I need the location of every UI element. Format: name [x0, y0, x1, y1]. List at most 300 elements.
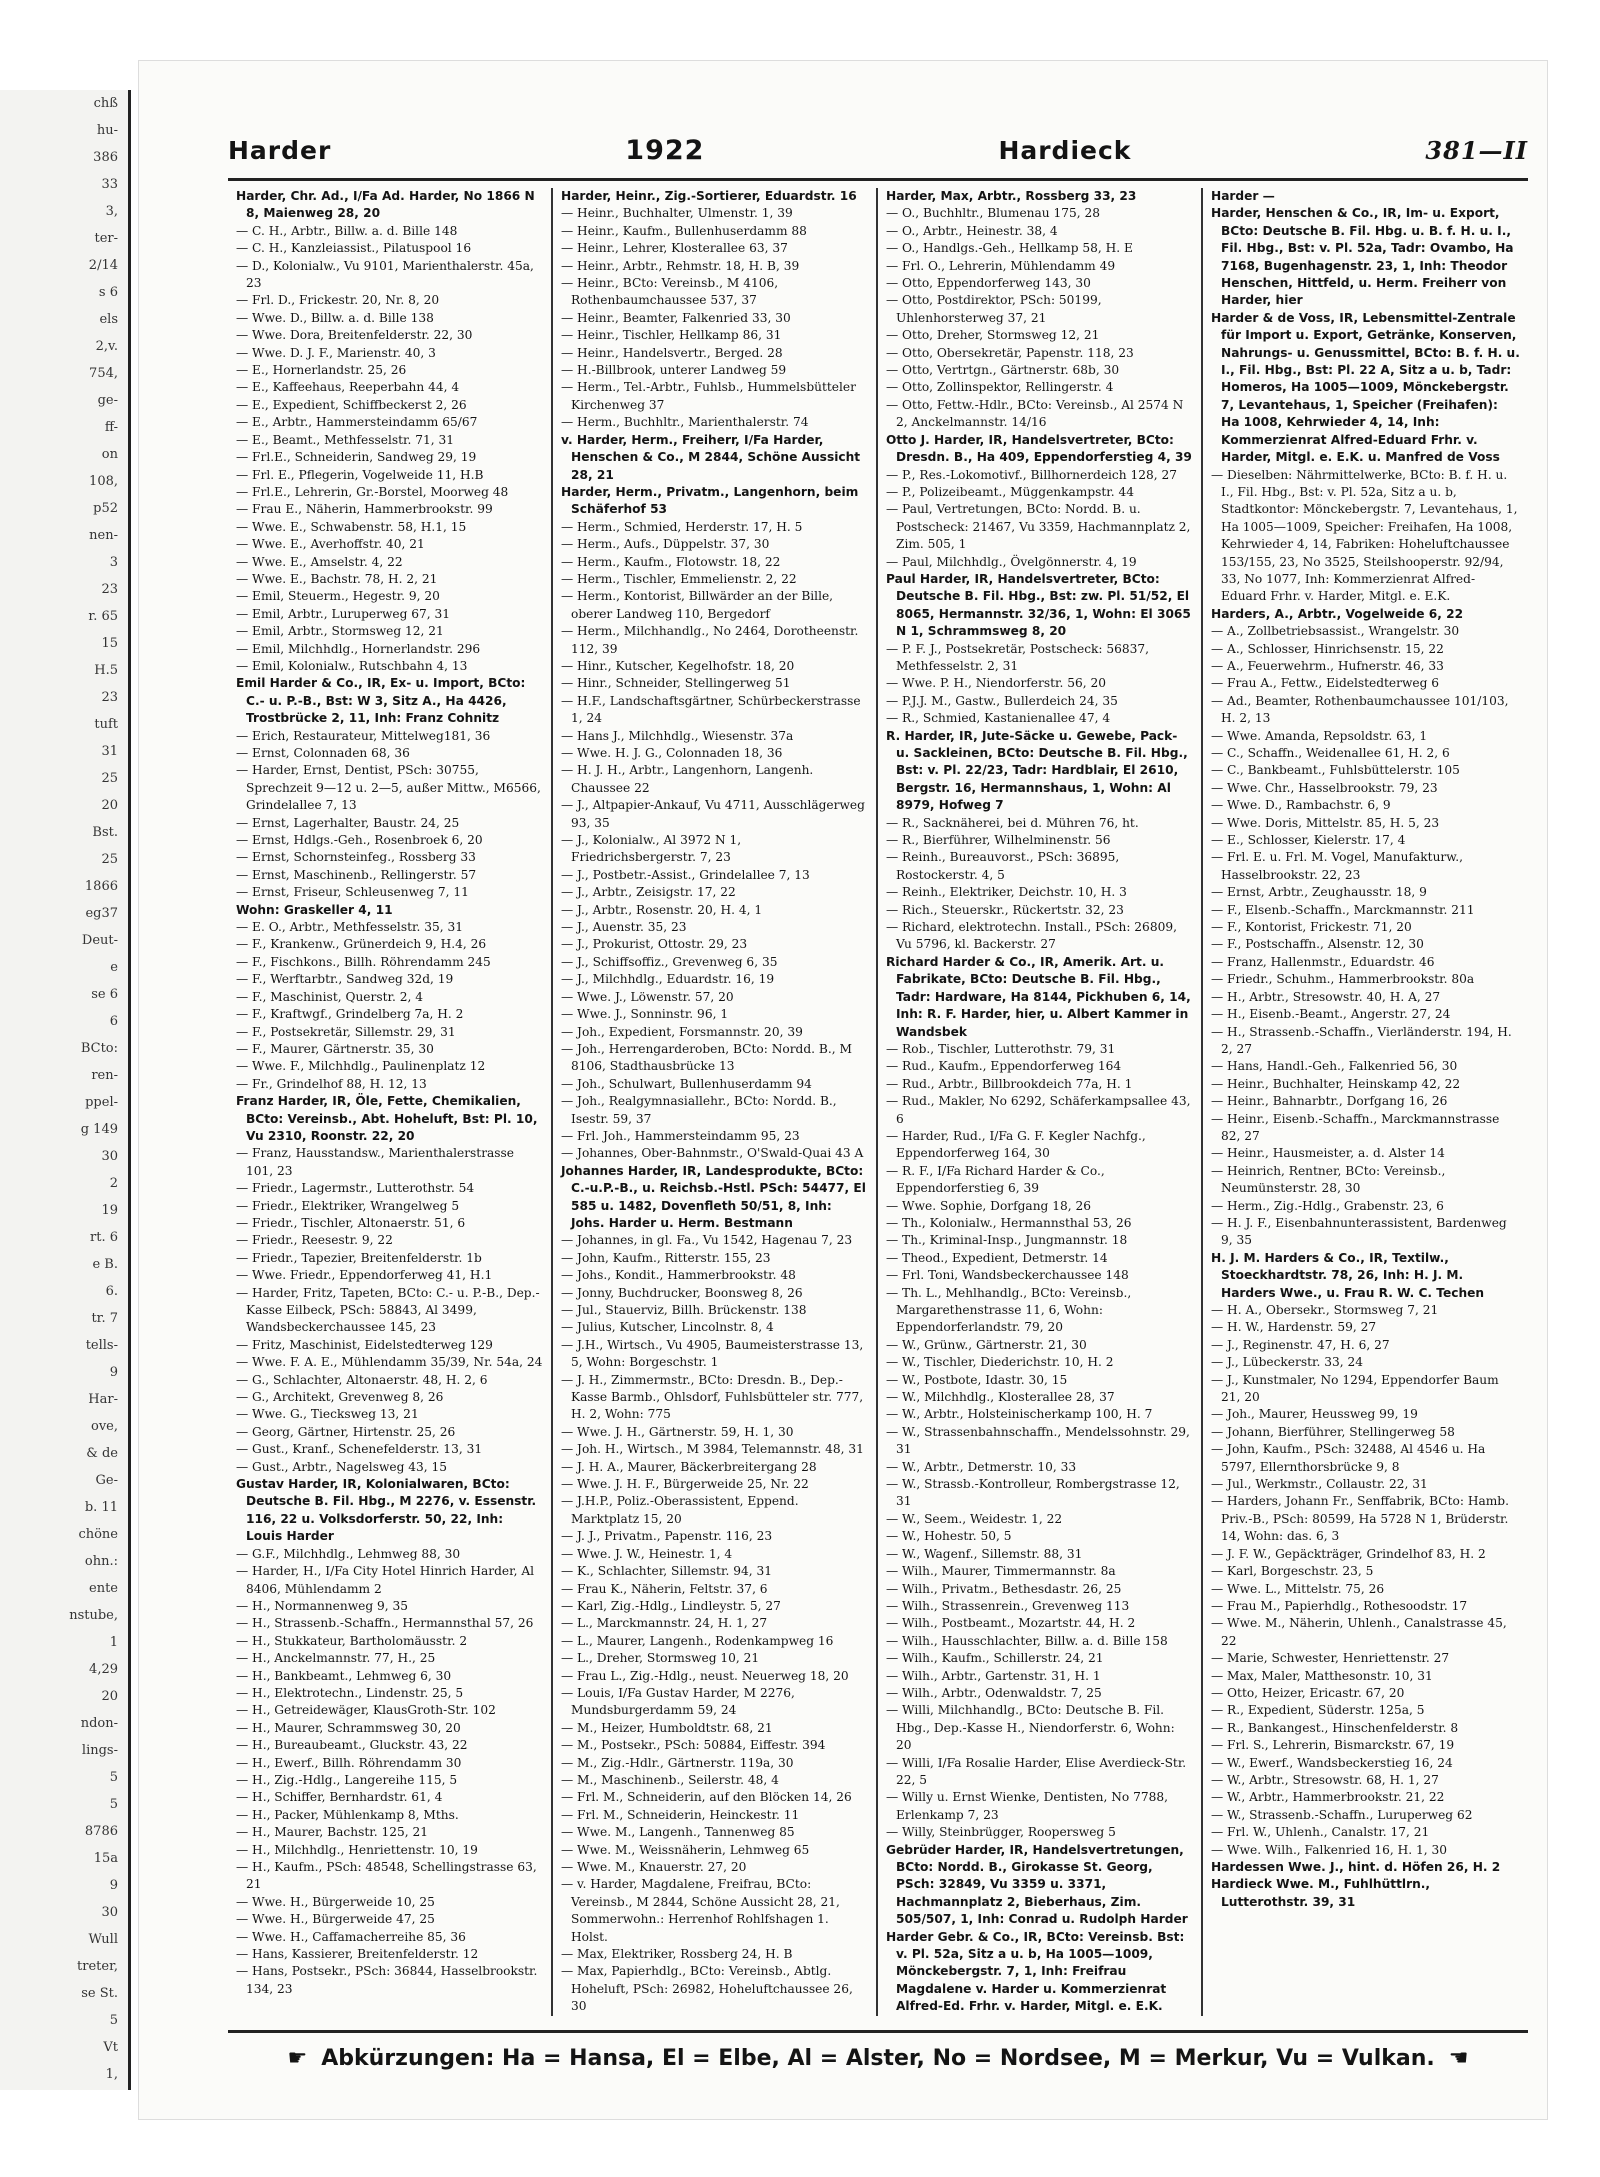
- directory-entry: — Frl. E., Pflegerin, Vogelweide 11, H.B: [236, 467, 484, 482]
- previous-page-fragment: 5: [109, 1770, 118, 1785]
- previous-page-fragment: 23: [101, 690, 118, 705]
- directory-entry: — W., Milchhdlg., Klosterallee 28, 37: [886, 1390, 1115, 1405]
- directory-entry: — H., Strassenb.-Schaffn., Vierländerstr. 194, H. 2, 27: [1211, 1024, 1512, 1056]
- directory-entry: — H. A., Obersekr., Stormsweg 7, 21: [1211, 1303, 1439, 1317]
- directory-entry: — Max, Papierhdlg., BCto: Vereinsb., Abtlg. Hoheluft, PSch: 26982, Hoheluftchaussee 26, 30: [561, 1964, 853, 2014]
- directory-entry: — W., Arbtr., Stresowstr. 68, H. 1, 27: [1211, 1772, 1439, 1787]
- directory-entry: — Julius, Kutscher, Lincolnstr. 8, 4: [561, 1320, 774, 1335]
- directory-entry: — Otto, Obersekretär, Papenstr. 118, 23: [886, 345, 1134, 360]
- directory-entry: — Frl. D., Frickestr. 20, Nr. 8, 20: [236, 293, 440, 308]
- directory-entry: — Friedr., Elektriker, Wrangelweg 5: [236, 1198, 460, 1213]
- directory-entry: — Johann, Bierführer, Stellingerweg 58: [1211, 1424, 1455, 1439]
- previous-page-fragment: 15: [101, 636, 118, 651]
- page-header: [228, 122, 1528, 181]
- directory-entry: R. Harder, IR, Jute-Säcke u. Gewebe, Pack- u. Sackleinen, BCto: Deutsche B. Fil. Hbg., Bst: v. Pl. 22/23, Tadr: Hardblair, El 2610, Bergstr. 16, Hermannshaus, 1, Wohn: Al 8979, Hofweg 7: [886, 728, 1188, 813]
- directory-page: [138, 60, 1548, 2120]
- directory-entry: — Wwe. G., Tiecksweg 13, 21: [236, 1407, 419, 1422]
- directory-entry: — Joh., Herrengarderoben, BCto: Nordd. B., M 8106, Stadthausbrücke 13: [561, 1041, 852, 1074]
- directory-entry: — J. H. A., Maurer, Bäckerbreitergang 28: [561, 1459, 817, 1474]
- directory-entry: — Friedr., Reesestr. 9, 22: [236, 1233, 393, 1248]
- directory-entry: — Wilh., Privatm., Bethesdastr. 26, 25: [886, 1581, 1122, 1596]
- previous-page-fragment: Har-: [88, 1392, 118, 1407]
- directory-entry: — Wwe. J., Sonninstr. 96, 1: [561, 1007, 729, 1022]
- previous-page-fragment: 23: [101, 582, 118, 597]
- directory-entry: — W., Ewerf., Wandsbeckerstieg 16, 24: [1211, 1755, 1453, 1770]
- directory-entry: — R. F., I/Fa Richard Harder & Co., Eppendorferstieg 6, 39: [886, 1163, 1105, 1196]
- previous-page-fragment: ge-: [97, 393, 118, 408]
- directory-entry: — Otto, Eppendorferweg 143, 30: [886, 276, 1091, 291]
- directory-entry: — Heinr., Tischler, Hellkamp 86, 31: [561, 328, 782, 343]
- previous-page-fragment: ente: [89, 1581, 118, 1596]
- directory-entry: — F., Elsenb.-Schaffn., Marckmannstr. 211: [1211, 902, 1475, 917]
- directory-entry: Harder, Herm., Privatm., Langenhorn, beim Schäferhof 53: [561, 484, 859, 517]
- directory-entry: — Harder, Rud., I/Fa G. F. Kegler Nachfg., Eppendorferweg 164, 30: [886, 1128, 1146, 1161]
- directory-entry: — Rud., Arbtr., Billbrookdeich 77a, H. 1: [886, 1076, 1133, 1091]
- directory-entry: — F., Kontorist, Frickestr. 71, 20: [1211, 920, 1412, 935]
- directory-entry: Gebrüder Harder, IR, Handelsvertretungen, BCto: Nordd. B., Girokasse St. Georg, PSch: 32849, Vu 3359 u. 3371, Hachmannplatz 2, Bieberhaus, Zim. 505/507, 1, Inh: Conrad u. Rudolph Harder: [886, 1842, 1188, 1927]
- directory-entry: — Wwe. H., Bürgerweide 47, 25: [236, 1912, 435, 1927]
- previous-page-fragment: 4,29: [89, 1662, 118, 1677]
- directory-entry: — O., Handlgs.-Geh., Hellkamp 58, H. E: [886, 241, 1133, 256]
- directory-entry: — H., Elektrotechn., Lindenstr. 25, 5: [236, 1685, 464, 1700]
- directory-entry: — Rich., Steuerskr., Rückertstr. 32, 23: [886, 902, 1124, 917]
- header-year: 1922: [625, 134, 705, 166]
- directory-entry: — L., Maurer, Langenh., Rodenkampweg 16: [561, 1633, 834, 1648]
- directory-entry: — Wwe. E., Averhoffstr. 40, 21: [236, 537, 425, 552]
- directory-entry: — Joh., Maurer, Heussweg 99, 19: [1211, 1407, 1418, 1422]
- directory-entry: — Heinr., BCto: Vereinsb., M 4106, Rothenbaumchaussee 537, 37: [561, 276, 779, 308]
- directory-entry: — Wwe. M., Knauerstr. 27, 20: [561, 1860, 747, 1874]
- directory-entry: — W., Grünw., Gärtnerstr. 21, 30: [886, 1337, 1087, 1352]
- directory-entry: v. Harder, Herm., Freiherr, I/Fa Harder, Henschen & Co., M 2844, Schöne Aussicht 28, 21: [561, 432, 861, 482]
- directory-entry: — Herm., Kaufm., Flotowstr. 18, 22: [561, 554, 781, 569]
- previous-page-fragment: 2/14: [88, 258, 118, 273]
- directory-entry: — Herm., Buchhltr., Marienthalerstr. 74: [561, 415, 809, 430]
- directory-entry: — Wwe. Amanda, Repsoldstr. 63, 1: [1211, 728, 1428, 743]
- directory-entry: — W., Postbote, Idastr. 30, 15: [886, 1372, 1068, 1387]
- directory-entry: — J., Milchhdlg., Eduardstr. 16, 19: [561, 972, 775, 987]
- previous-page-fragment: 20: [101, 798, 118, 813]
- directory-entry: — Frl. Joh., Hammersteindamm 95, 23: [561, 1128, 800, 1143]
- directory-entry: — Frl. O., Lehrerin, Mühlendamm 49: [886, 258, 1116, 273]
- directory-entry: — Paul, Milchhdlg., Övelgönnerstr. 4, 19: [886, 554, 1137, 569]
- directory-entry: — Wwe. H., Caffamacherreihe 85, 36: [236, 1929, 466, 1944]
- directory-entry: — John, Kaufm., Ritterstr. 155, 23: [561, 1250, 771, 1265]
- directory-entry: Franz Harder, IR, Öle, Fette, Chemikalien, BCto: Vereinsb., Abt. Hoheluft, Bst: Pl. 10, Vu 2310, Roonstr. 22, 20: [236, 1094, 538, 1143]
- directory-entry: — Wwe. J. H., Gärtnerstr. 59, H. 1, 30: [561, 1424, 794, 1439]
- directory-entry: — R., Expedient, Süderstr. 125a, 5: [1211, 1703, 1425, 1718]
- previous-page-fragment: BCto:: [80, 1041, 118, 1056]
- directory-entry: — Harders, Johann Fr., Senffabrik, BCto: Hamb. Priv.-B., PSch: 80599, Ha 5728 N 1, Brüderstr. 14, Wohn: das. 6, 3: [1211, 1494, 1509, 1544]
- previous-page-fragment: & de: [86, 1446, 118, 1461]
- directory-entry: — O., Arbtr., Heinestr. 38, 4: [886, 223, 1058, 238]
- directory-entry: — Theod., Expedient, Detmerstr. 14: [886, 1250, 1108, 1265]
- previous-page-fragment: 30: [101, 1905, 118, 1920]
- directory-entry: — Marie, Schwester, Henriettenstr. 27: [1211, 1651, 1450, 1666]
- previous-page-fragment: r. 65: [88, 609, 118, 624]
- directory-entry: — H., Milchhdlg., Henriettenstr. 10, 19: [236, 1842, 478, 1857]
- previous-page-fragment: Deut-: [81, 933, 118, 948]
- directory-entry: — Johannes, in gl. Fa., Vu 1542, Hagenau 7, 23: [561, 1233, 853, 1248]
- directory-entry: — R., Bierführer, Wilhelminenstr. 56: [886, 833, 1111, 848]
- directory-entry: Harder, Henschen & Co., IR, Im- u. Export, BCto: Deutsche B. Fil. Hbg. u. B. f. H. u. I., Fil. Hbg., Bst: v. Pl. 52a, Tadr: Ovambo, Ha 7168, Bugenhagenstr. 23, 1, Inh: Theodor Henschen, Hittfeld, u. Herm. Freiherr von Harder, hier: [1211, 206, 1514, 308]
- directory-entry: — Gust., Arbtr., Nagelsweg 43, 15: [236, 1459, 448, 1474]
- directory-entry: — W., Tischler, Diederichstr. 10, H. 2: [886, 1355, 1114, 1370]
- directory-entry: — Georg, Gärtner, Hirtenstr. 25, 26: [236, 1424, 456, 1439]
- directory-entry: — E., Beamt., Methfesselstr. 71, 31: [236, 432, 455, 447]
- directory-entry: — Herm., Tel.-Arbtr., Fuhlsb., Hummelsbütteler Kirchenweg 37: [561, 380, 856, 412]
- directory-entry: — v. Harder, Magdalene, Freifrau, BCto: Vereinsb., M 2844, Schöne Aussicht 28, 21, Sommerwohn.: Herrenhof Rohlfshagen 1. Holst.: [561, 1877, 840, 1944]
- directory-entry: — F., Fischkons., Billh. Röhrendamm 245: [236, 954, 491, 969]
- directory-entry: — Franz, Hausstandsw., Marienthalerstrasse 101, 23: [236, 1146, 515, 1178]
- directory-entry: — Wwe. J. W., Heinestr. 1, 4: [561, 1546, 733, 1561]
- directory-entry: — Ernst, Friseur, Schleusenweg 7, 11: [236, 885, 469, 900]
- directory-entry: — W., Wagenf., Sillemstr. 88, 31: [886, 1546, 1083, 1561]
- directory-entry: — W., Arbtr., Detmerstr. 10, 33: [886, 1459, 1077, 1474]
- column-3: [878, 188, 1203, 2016]
- directory-entry: — H., Bankbeamt., Lehmweg 6, 30: [236, 1668, 452, 1683]
- directory-entry: — John, Kaufm., PSch: 32488, Al 4546 u. Ha 5797, Ellernthorsbrücke 9, 8: [1211, 1442, 1486, 1474]
- directory-entry: — G., Architekt, Grevenweg 8, 26: [236, 1390, 444, 1405]
- directory-entry: — Wwe. J. H. F., Bürgerweide 25, Nr. 22: [561, 1477, 809, 1492]
- page-number: 381—II: [1425, 135, 1528, 165]
- directory-entry: — Harder, Ernst, Dentist, PSch: 30755, Sprechzeit 9—12 u. 2—5, außer Mittw., M6566, Grindelallee 7, 13: [236, 763, 541, 813]
- directory-entry: — Ad., Beamter, Rothenbaumchaussee 101/103, H. 2, 13: [1211, 693, 1509, 726]
- directory-entry: — F., Krankenw., Grünerdeich 9, H.4, 26: [236, 937, 487, 952]
- directory-entry: — Hans J., Milchhdlg., Wiesenstr. 37a: [561, 728, 794, 743]
- previous-page-fragment: 1866: [84, 879, 118, 894]
- directory-entry: Hardieck Wwe. M., Fuhlhüttlrn., Lutterothstr. 39, 31: [1211, 1877, 1431, 1909]
- directory-entry: — M., Maschinenb., Seilerstr. 48, 4: [561, 1772, 779, 1787]
- directory-entry: — Wwe. M., Weissnäherin, Lehmweg 65: [561, 1842, 810, 1857]
- directory-entry: — Frl. E. u. Frl. M. Vogel, Manufakturw., Hasselbrookstr. 22, 23: [1211, 850, 1463, 882]
- directory-entry: — H. J. F., Eisenbahnunterassistent, Bardenweg 9, 35: [1211, 1215, 1507, 1248]
- directory-entry: — R., Schmied, Kastanienallee 47, 4: [886, 711, 1111, 726]
- directory-entry: — Willy, Steinbrügger, Roopersweg 5: [886, 1825, 1116, 1840]
- directory-entry: — J., Kunstmaler, No 1294, Eppendorfer Baum 21, 20: [1211, 1372, 1499, 1405]
- previous-page-fragment: 31: [101, 744, 118, 759]
- directory-entry: — Wwe. D. J. F., Marienstr. 40, 3: [236, 345, 436, 360]
- directory-entry: — Reinh., Bureauvorst., PSch: 36895, Rostockerstr. 4, 5: [886, 850, 1120, 882]
- directory-entry: — Heinr., Arbtr., Rehmstr. 18, H. B, 39: [561, 258, 800, 273]
- directory-entry: — M., Postsekr., PSch: 50884, Eiffestr. 394: [561, 1738, 826, 1753]
- directory-entry: Emil Harder & Co., IR, Ex- u. Import, BCto: C.- u. P.-B., Bst: W 3, Sitz A., Ha 4426, Trostbrücke 2, 11, Inh: Franz Cohnitz: [236, 676, 526, 726]
- directory-entry: — Wwe. E., Schwabenstr. 58, H.1, 15: [236, 519, 467, 534]
- directory-entry: — Wilh., Arbtr., Odenwaldstr. 7, 25: [886, 1685, 1102, 1700]
- directory-entry: — Wwe. L., Mittelstr. 75, 26: [1211, 1581, 1385, 1596]
- directory-entry: — R., Bankangest., Hinschenfelderstr. 8: [1211, 1720, 1459, 1735]
- directory-entry: Johannes Harder, IR, Landesprodukte, BCto: C.-u.P.-B., u. Reichsb.-Hstl. PSch: 54477, El 585 u. 1482, Dovenfleth 50/51, 8, Inh: Johs. Harder u. Herm. Bestmann: [561, 1163, 866, 1230]
- directory-entry: — Wwe. Friedr., Eppendorferweg 41, H.1: [236, 1268, 493, 1283]
- directory-entry: — J., Lübeckerstr. 33, 24: [1211, 1355, 1363, 1370]
- previous-page-fragment: ohn.:: [84, 1554, 118, 1569]
- directory-entry: — Heinrich, Rentner, BCto: Vereinsb., Neumünsterstr. 28, 30: [1211, 1163, 1446, 1196]
- directory-entry: — P. F. J., Postsekretär, Postscheck: 56837, Methfesselstr. 2, 31: [886, 641, 1150, 673]
- directory-entry: — Th., Kolonialw., Hermannsthal 53, 26: [886, 1215, 1132, 1230]
- directory-entry: — Ernst, Colonnaden 68, 36: [236, 746, 410, 760]
- directory-entry: — Frau E., Näherin, Hammerbrookstr. 99: [236, 502, 493, 517]
- directory-entry: — Wwe. M., Langenh., Tannenweg 85: [561, 1825, 795, 1840]
- previous-page-fragment: 33: [101, 177, 118, 192]
- directory-entry: — Jul., Stauerviz, Billh. Brückenstr. 138: [561, 1303, 807, 1317]
- previous-page-fragment: ren-: [91, 1068, 118, 1083]
- directory-entry: — Willi, I/Fa Rosalie Harder, Elise Averdieck-Str. 22, 5: [886, 1755, 1187, 1787]
- directory-entry: — Emil, Steuerm., Hegestr. 9, 20: [236, 589, 440, 604]
- previous-page-fragment: H.5: [94, 663, 118, 678]
- directory-entry: — H., Arbtr., Stresowstr. 40, H. A, 27: [1211, 989, 1441, 1004]
- directory-entry: — Frau L., Zig.-Hdlg., neust. Neuerweg 18, 20: [561, 1668, 849, 1683]
- directory-entry: — A., Zollbetriebsassist., Wrangelstr. 30: [1211, 624, 1460, 639]
- previous-page-fragment: 1: [109, 1635, 118, 1650]
- directory-entry: — H., Strassenb.-Schaffn., Hermannsthal 57, 26: [236, 1616, 534, 1631]
- directory-entry: — Heinr., Lehrer, Klosterallee 63, 37: [561, 241, 788, 256]
- directory-entry: — Herm., Milchhandlg., No 2464, Dorotheenstr. 112, 39: [561, 624, 859, 656]
- directory-entry: — H., Stukkateur, Bartholomäusstr. 2: [236, 1633, 468, 1648]
- directory-entry: — Karl, Zig.-Hdlg., Lindleystr. 5, 27: [561, 1598, 781, 1613]
- previous-page-fragment: Vt: [103, 2040, 118, 2055]
- directory-entry: Harder Gebr. & Co., IR, BCto: Vereinsb. Bst: v. Pl. 52a, Sitz a u. b, Ha 1005—1009, Mönckebergstr. 7, 1, Inh: Freifrau Magdalene v. Harder u. Kommerzienrat Alfred-Ed. Frhr. v. Harder, Mitgl. e. E.K.: [886, 1929, 1185, 2014]
- directory-entry: — F., Maurer, Gärtnerstr. 35, 30: [236, 1041, 434, 1056]
- abbreviations-footer: [228, 2030, 1528, 2083]
- directory-entry: — H., Eisenb.-Beamt., Angerstr. 27, 24: [1211, 1007, 1451, 1022]
- directory-entry: — Jul., Werkmstr., Collaustr. 22, 31: [1211, 1477, 1428, 1492]
- previous-page-fragment: 386: [93, 150, 118, 165]
- directory-entry: — Karl, Borgeschstr. 23, 5: [1211, 1564, 1374, 1579]
- directory-entry: — Frau A., Fettw., Eidelstedterweg 6: [1211, 676, 1440, 691]
- directory-entry: — W., Arbtr., Hammerbrookstr. 21, 22: [1211, 1790, 1445, 1805]
- directory-entry: — Heinr., Bahnarbtr., Dorfgang 16, 26: [1211, 1094, 1448, 1109]
- directory-entry: — J., Postbetr.-Assist., Grindelallee 7, 13: [561, 867, 810, 882]
- directory-entry: — Wwe. F., Milchhdlg., Paulinenplatz 12: [236, 1059, 486, 1074]
- directory-entry: — H. W., Hardenstr. 59, 27: [1211, 1320, 1377, 1335]
- directory-entry: — Heinr., Eisenb.-Schaffn., Marckmannstrasse 82, 27: [1211, 1111, 1500, 1143]
- directory-entry: — Heinr., Buchhalter, Ulmenstr. 1, 39: [561, 206, 793, 221]
- directory-entry: — Wilh., Postbeamt., Mozartstr. 44, H. 2: [886, 1616, 1136, 1631]
- directory-entry: Harder —: [1211, 189, 1275, 203]
- directory-entry: — G.F., Milchhdlg., Lehmweg 88, 30: [236, 1546, 461, 1561]
- previous-page-fragment: ff-: [104, 420, 118, 435]
- directory-entry: — Heinr., Buchhalter, Heinskamp 42, 22: [1211, 1076, 1461, 1091]
- directory-entry: — Th., Kriminal-Insp., Jungmannstr. 18: [886, 1233, 1128, 1248]
- previous-page-fragment: p52: [93, 501, 118, 516]
- directory-entry: — J. J., Privatm., Papenstr. 116, 23: [561, 1529, 773, 1544]
- directory-entry: — Frl. M., Schneiderin, Heinckestr. 11: [561, 1807, 800, 1822]
- pointing-hand-left-icon: ☛: [287, 2045, 308, 2071]
- previous-page-fragment: nen-: [89, 528, 118, 543]
- previous-page-fragment: ter-: [94, 231, 118, 246]
- previous-page-fragment: Bst.: [92, 825, 118, 840]
- directory-entry: — Willi, Milchhandlg., BCto: Deutsche B. Fil. Hbg., Dep.-Kasse H., Niendorferstr. 6, Wohn: 20: [886, 1703, 1175, 1753]
- previous-page-fragment: 108,: [89, 474, 118, 489]
- previous-page-fragment: 8786: [84, 1824, 118, 1839]
- previous-page-fragment: g 149: [80, 1122, 118, 1137]
- directory-entry: — G., Schlachter, Altonaerstr. 48, H. 2, 6: [236, 1372, 488, 1387]
- directory-entry: — H., Packer, Mühlenkamp 8, Mths.: [236, 1807, 459, 1822]
- directory-entry: — Heinr., Handelsvertr., Berged. 28: [561, 345, 783, 360]
- previous-page-fragment: tuft: [94, 717, 118, 732]
- directory-entry: — Hinr., Schneider, Stellingerweg 51: [561, 676, 791, 691]
- directory-entry: — Rob., Tischler, Lutterothstr. 79, 31: [886, 1041, 1116, 1056]
- directory-entry: — J. H., Zimmermstr., BCto: Dresdn. B., Dep.-Kasse Barmb., Ohlsdorf, Fuhlsbütteler str. 777, H. 2, Wohn: 775: [561, 1372, 864, 1422]
- directory-entry: — Friedr., Lagermstr., Lutterothstr. 54: [236, 1181, 475, 1196]
- directory-entry: Paul Harder, IR, Handelsvertreter, BCto: Deutsche B. Fil. Hbg., Bst: zw. Pl. 51/52, El 8065, Hermannstr. 32/36, 1, Wohn: El 3065 N 1, Schrammsweg 8, 20: [886, 571, 1191, 639]
- previous-page-fragment: lings-: [81, 1743, 118, 1758]
- previous-page-fragment: 15a: [93, 1851, 118, 1866]
- directory-entry: — F., Postschaffn., Alsenstr. 12, 30: [1211, 937, 1424, 952]
- directory-entry: — J.H.P., Poliz.-Oberassistent, Eppend. Marktplatz 15, 20: [561, 1494, 799, 1526]
- previous-page-fragment: tells-: [85, 1338, 118, 1353]
- directory-entry: — Harder, Fritz, Tapeten, BCto: C.- u. P.-B., Dep.-Kasse Eilbeck, PSch: 58843, Al 3499, Wandsbeckerchaussee 145, 23: [236, 1285, 540, 1335]
- previous-page-fragment: 5: [109, 1797, 118, 1812]
- directory-entry: — Herm., Kontorist, Billwärder an der Bille, oberer Landweg 110, Bergedorf: [561, 589, 834, 621]
- directory-entry: Otto J. Harder, IR, Handelsvertreter, BCto: Dresdn. B., Ha 409, Eppendorferstieg 4, 39: [886, 432, 1192, 465]
- directory-entry: — Fritz, Maschinist, Eidelstedterweg 129: [236, 1337, 493, 1352]
- directory-entry: — Johs., Kondit., Hammerbrookstr. 48: [561, 1268, 796, 1283]
- directory-entry: — Willy u. Ernst Wienke, Dentisten, No 7788, Erlenkamp 7, 23: [886, 1790, 1168, 1822]
- directory-entry: — Emil, Arbtr., Luruperweg 67, 31: [236, 606, 451, 621]
- directory-entry: — H., Getreidewäger, KlausGroth-Str. 102: [236, 1703, 496, 1718]
- directory-entry: — C. H., Kanzleiassist., Pilatuspool 16: [236, 241, 472, 256]
- directory-entry: — Frau M., Papierhdlg., Rothesoodstr. 17: [1211, 1598, 1468, 1613]
- directory-entry: — Heinr., Kaufm., Bullenhuserdamm 88: [561, 223, 807, 238]
- previous-page-fragment: 30: [101, 1149, 118, 1164]
- directory-entry: Hardessen Wwe. J., hint. d. Höfen 26, H. 2: [1211, 1860, 1501, 1874]
- header-left-name: Harder: [228, 135, 332, 165]
- directory-entry: — H. J. H., Arbtr., Langenhorn, Langenh. Chaussee 22: [561, 763, 814, 795]
- directory-entry: — Heinr., Hausmeister, a. d. Alster 14: [1211, 1146, 1445, 1161]
- previous-page-fragment: eg37: [85, 906, 118, 921]
- directory-entry: — Rud., Makler, No 6292, Schäferkampsallee 43, 6: [886, 1094, 1191, 1126]
- column-4: [1203, 188, 1528, 2016]
- directory-entry: — J., Reginenstr. 47, H. 6, 27: [1211, 1337, 1390, 1352]
- directory-entry: — Richard, elektrotechn. Install., PSch: 26809, Vu 5796, kl. Backerstr. 27: [886, 920, 1177, 952]
- previous-page-fragment: 9: [109, 1878, 118, 1893]
- directory-entry: — Ernst, Arbtr., Zeughausstr. 18, 9: [1211, 885, 1427, 900]
- directory-entry: — D., Kolonialw., Vu 9101, Marienthalerstr. 45a, 23: [236, 258, 534, 291]
- directory-entry: — E., Expedient, Schiffbeckerst 2, 26: [236, 397, 467, 412]
- directory-entry: — Franz, Hallenmstr., Eduardstr. 46: [1211, 954, 1435, 969]
- previous-page-fragment: Ge-: [95, 1473, 118, 1488]
- directory-entry: — Joh., Realgymnasiallehr., BCto: Nordd. B., Isestr. 59, 37: [561, 1094, 837, 1126]
- previous-page-fragment: 25: [101, 771, 118, 786]
- directory-entry: — Friedr., Tischler, Altonaerstr. 51, 6: [236, 1215, 466, 1230]
- column-1: [228, 188, 553, 2016]
- directory-entry: Richard Harder & Co., IR, Amerik. Art. u. Fabrikate, BCto: Deutsche B. Fil. Hbg., Tadr: Hardware, Ha 8144, Pickhuben 6, 14, Inh: R. F. Harder, hier, u. Albert Kammer in Wandsbek: [886, 954, 1191, 1039]
- previous-page-fragment: treter,: [77, 1959, 118, 1974]
- directory-entry: — Herm., Schmied, Herderstr. 17, H. 5: [561, 519, 803, 534]
- directory-entry: — J., Altpapier-Ankauf, Vu 4711, Ausschlägerweg 93, 35: [561, 798, 865, 830]
- directory-entry: — Herm., Aufs., Düppelstr. 37, 30: [561, 537, 770, 552]
- directory-entry: — F., Kraftwgf., Grindelberg 7a, H. 2: [236, 1007, 464, 1022]
- previous-page-fragment: 3: [109, 555, 118, 570]
- directory-entry: — Max, Elektriker, Rossberg 24, H. B: [561, 1947, 793, 1962]
- directory-entry: — Wwe. Dora, Breitenfelderstr. 22, 30: [236, 328, 473, 343]
- directory-entry: — Wilh., Hausschlachter, Billw. a. d. Bille 158: [886, 1633, 1168, 1648]
- directory-entry: — Wwe. Doris, Mittelstr. 85, H. 5, 23: [1211, 815, 1440, 830]
- directory-entry: — W., Arbtr., Holsteinischerkamp 100, H. 7: [886, 1407, 1153, 1422]
- previous-page-fragment: e B.: [92, 1257, 118, 1272]
- directory-entry: — A., Schlosser, Hinrichsenstr. 15, 22: [1211, 641, 1444, 656]
- directory-entry: — F., Postsekretär, Sillemstr. 29, 31: [236, 1024, 456, 1039]
- directory-columns: [228, 188, 1528, 2014]
- previous-page-edge: [0, 90, 131, 2090]
- directory-entry: — J. F. W., Gepäckträger, Grindelhof 83, H. 2: [1211, 1546, 1486, 1561]
- directory-entry: — W., Strassenb.-Schaffn., Luruperweg 62: [1211, 1807, 1473, 1822]
- directory-entry: — Max, Maler, Matthesonstr. 10, 31: [1211, 1668, 1433, 1683]
- previous-page-fragment: 9: [109, 1365, 118, 1380]
- directory-entry: — Joh. H., Wirtsch., M 3984, Telemannstr. 48, 31: [561, 1442, 864, 1457]
- directory-entry: — K., Schlachter, Sillemstr. 94, 31: [561, 1564, 772, 1579]
- directory-entry: — P., Res.-Lokomotivf., Billhornerdeich 128, 27: [886, 467, 1178, 482]
- previous-page-fragment: s 6: [98, 285, 118, 300]
- directory-entry: — Wilh., Strassenrein., Grevenweg 113: [886, 1598, 1130, 1613]
- previous-page-fragment: b. 11: [84, 1500, 118, 1515]
- directory-entry: — Wwe. M., Näherin, Uhlenh., Canalstrasse 45, 22: [1211, 1616, 1507, 1648]
- directory-entry: — F., Maschinist, Querstr. 2, 4: [236, 989, 423, 1004]
- directory-entry: — Frl. W., Uhlenh., Canalstr. 17, 21: [1211, 1825, 1430, 1840]
- directory-entry: — Wwe. E., Bachstr. 78, H. 2, 21: [236, 571, 438, 586]
- directory-entry: — J., Kolonialw., Al 3972 N 1, Friedrichsbergerstr. 7, 23: [561, 833, 742, 865]
- directory-entry: — L., Dreher, Stormsweg 10, 21: [561, 1651, 760, 1666]
- previous-page-fragment: 19: [101, 1203, 118, 1218]
- directory-entry: — Wilh., Arbtr., Gartenstr. 31, H. 1: [886, 1668, 1101, 1683]
- previous-page-fragment: 3,: [105, 204, 118, 219]
- directory-entry: — H., Normannenweg 9, 35: [236, 1598, 409, 1613]
- directory-entry: — Herm., Tischler, Emmelienstr. 2, 22: [561, 571, 797, 586]
- directory-entry: — W., Hohestr. 50, 5: [886, 1529, 1012, 1544]
- directory-entry: — E., Hornerlandstr. 25, 26: [236, 363, 407, 378]
- directory-entry: — Erich, Restaurateur, Mittelweg181, 36: [236, 728, 491, 743]
- directory-entry: — C., Bankbeamt., Fuhlsbüttelerstr. 105: [1211, 763, 1460, 778]
- directory-entry: — Frl. M., Schneiderin, auf den Blöcken 14, 26: [561, 1790, 852, 1805]
- previous-page-fragment: els: [99, 312, 118, 327]
- previous-page-fragment: 754,: [89, 366, 118, 381]
- previous-page-fragment: rt. 6: [90, 1230, 118, 1245]
- directory-entry: — Friedr., Tapezier, Breitenfelderstr. 1b: [236, 1250, 482, 1265]
- directory-entry: — Frl. Toni, Wandsbeckerchaussee 148: [886, 1268, 1129, 1283]
- directory-entry: — Hinr., Kutscher, Kegelhofstr. 18, 20: [561, 658, 795, 673]
- directory-entry: — E., Arbtr., Hammersteindamm 65/67: [236, 415, 478, 430]
- directory-entry: — Wwe. E., Amselstr. 4, 22: [236, 554, 403, 569]
- directory-entry: H. J. M. Harders & Co., IR, Textilw., Stoeckhardtstr. 78, 26, Inh: H. J. M. Harders Wwe., u. Frau R. W. C. Techen: [1211, 1250, 1485, 1300]
- directory-entry: — Paul, Vertretungen, BCto: Nordd. B. u. Postscheck: 21467, Vu 3359, Hachmannplatz 2, Zim. 505, 1: [886, 502, 1191, 552]
- directory-entry: — M., Heizer, Humboldtstr. 68, 21: [561, 1720, 773, 1735]
- directory-entry: — Otto, Zollinspektor, Rellingerstr. 4: [886, 380, 1114, 395]
- directory-entry: — J., Prokurist, Ottostr. 29, 23: [561, 937, 748, 952]
- directory-entry: — Fr., Grindelhof 88, H. 12, 13: [236, 1076, 427, 1091]
- directory-entry: — Wwe. H. J. G., Colonnaden 18, 36: [561, 746, 783, 760]
- column-2: [553, 188, 878, 2016]
- previous-page-fragment: hu-: [96, 123, 118, 138]
- previous-page-fragment: 6: [109, 1014, 118, 1029]
- directory-entry: — H., Bureaubeamt., Gluckstr. 43, 22: [236, 1738, 468, 1753]
- directory-entry: — W., Strassb.-Kontrolleur, Rombergstrasse 12, 31: [886, 1477, 1180, 1509]
- directory-entry: — A., Feuerwehrm., Hufnerstr. 46, 33: [1211, 658, 1444, 673]
- previous-page-fragment: nstube,: [69, 1608, 118, 1623]
- directory-entry: Harder, Heinr., Zig.-Sortierer, Eduardstr. 16: [561, 189, 857, 203]
- directory-entry: Wohn: Graskeller 4, 11: [236, 902, 393, 917]
- directory-entry: — F., Werftarbtr., Sandweg 32d, 19: [236, 972, 454, 987]
- directory-entry: — Ernst, Hdlgs.-Geh., Rosenbroek 6, 20: [236, 833, 483, 848]
- directory-entry: — Frl. S., Lehrerin, Bismarckstr. 67, 19: [1211, 1738, 1455, 1753]
- previous-page-fragment: 25: [101, 852, 118, 867]
- directory-entry: Harder, Chr. Ad., I/Fa Ad. Harder, No 1866 N 8, Maienweg 28, 20: [236, 189, 535, 221]
- directory-entry: — H., Schiffer, Bernhardstr. 61, 4: [236, 1790, 443, 1805]
- directory-entry: — Otto, Fettw.-Hdlr., BCto: Vereinsb., Al 2574 N 2, Anckelmannstr. 14/16: [886, 397, 1184, 430]
- directory-entry: — Hans, Handl.-Geh., Falkenried 56, 30: [1211, 1059, 1458, 1074]
- directory-entry: — Wilh., Kaufm., Schillerstr. 24, 21: [886, 1651, 1104, 1666]
- previous-page-fragment: 5: [109, 2013, 118, 2028]
